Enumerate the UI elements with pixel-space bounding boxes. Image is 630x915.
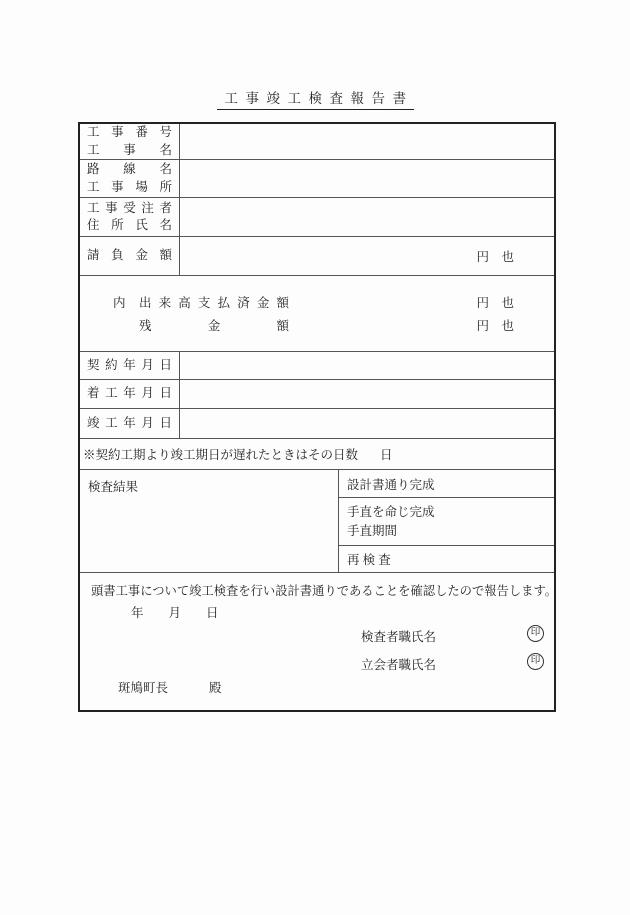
inspection-result-label-cell (80, 470, 339, 572)
completion-date-label-cell (80, 409, 180, 438)
inspector-name-label: 検査者職氏名 (361, 630, 437, 644)
paid-amount-unit: 円 也 (476, 296, 514, 310)
inspection-option-completed-as-designed: 設計書通り完成 (339, 470, 554, 498)
date-line: 年 月 日 (131, 606, 219, 620)
report-form-table (78, 122, 556, 712)
document-title-wrap (0, 87, 630, 110)
witness-name-label: 立会者職氏名 (361, 658, 437, 672)
contractor-address-label: 住所氏名 (87, 218, 172, 232)
start-date-value-cell (180, 380, 554, 408)
completion-date-value-cell (180, 409, 554, 438)
balance-amount-line (113, 314, 514, 337)
paid-amount-line (113, 291, 514, 314)
construction-number-value-cell (180, 124, 554, 159)
construction-site-label: 工事場所 (87, 179, 172, 194)
construction-number-label: 工事番号 (87, 125, 172, 139)
addressee-line (118, 678, 222, 696)
construction-number-label-cell (80, 124, 180, 159)
construction-name-label: 工事名 (87, 142, 172, 157)
addressee: 斑鳩町長 (118, 681, 169, 695)
balance-amount-label: 残金額 (139, 319, 289, 333)
balance-amount-unit: 円 也 (476, 319, 514, 333)
inspection-option-reinspection: 再 検 査 (347, 553, 391, 567)
contract-amount-label: 請負金額 (87, 248, 172, 263)
delay-days-note-text: ※契約工期より竣工期日が遅れたときはその日数 (83, 448, 359, 462)
contract-amount-label-cell (80, 237, 180, 275)
delay-days-note-row (80, 439, 554, 470)
contractor-label: 工事受注者 (87, 200, 172, 215)
inspection-result-section (80, 470, 554, 573)
row-start-date (80, 380, 554, 409)
start-date-label: 着工年月日 (87, 386, 172, 401)
paid-amount-label: 出来高支払済金額 (139, 296, 289, 310)
delay-days-unit: 日 (380, 448, 393, 462)
inspection-option-rework-ordered (339, 498, 554, 546)
inspection-options (339, 470, 554, 572)
row-completion-date (80, 409, 554, 439)
inspector-seal-icon: 印 (527, 625, 544, 642)
row-contractor (80, 198, 554, 237)
contract-amount-breakdown (80, 276, 554, 352)
report-footer-section (80, 573, 558, 710)
start-date-label-cell (80, 380, 180, 408)
contract-date-value-cell (180, 352, 554, 379)
route-name-label: 路線名 (87, 162, 172, 176)
row-contract-date (80, 352, 554, 380)
row-contract-amount (80, 237, 554, 276)
completion-statement: 頭書工事について竣工検査を行い設計書通りであることを確認したので報告します。 (91, 584, 558, 598)
breakdown-prefix: 内 (113, 296, 126, 310)
contractor-value-cell (180, 198, 554, 236)
rework-ordered-label: 手直を命じ完成 (347, 504, 435, 519)
completion-date-label: 竣工年月日 (87, 415, 172, 430)
witness-seal-icon: 印 (527, 653, 544, 670)
contract-amount-value-cell (180, 237, 554, 275)
inspection-result-label: 検査結果 (88, 480, 139, 494)
contract-date-label: 契約年月日 (87, 357, 172, 372)
route-name-label-cell (80, 160, 180, 197)
route-name-value-cell (180, 160, 554, 197)
honorific: 殿 (209, 681, 222, 695)
rework-period-label: 手直期間 (347, 523, 398, 538)
contract-date-label-cell (80, 352, 180, 379)
contract-amount-unit: 円 也 (476, 250, 514, 264)
contractor-label-cell (80, 198, 180, 236)
row-route-name (80, 160, 554, 198)
document-title: 工事竣工検査報告書 (217, 87, 414, 110)
row-construction-number (80, 124, 554, 160)
